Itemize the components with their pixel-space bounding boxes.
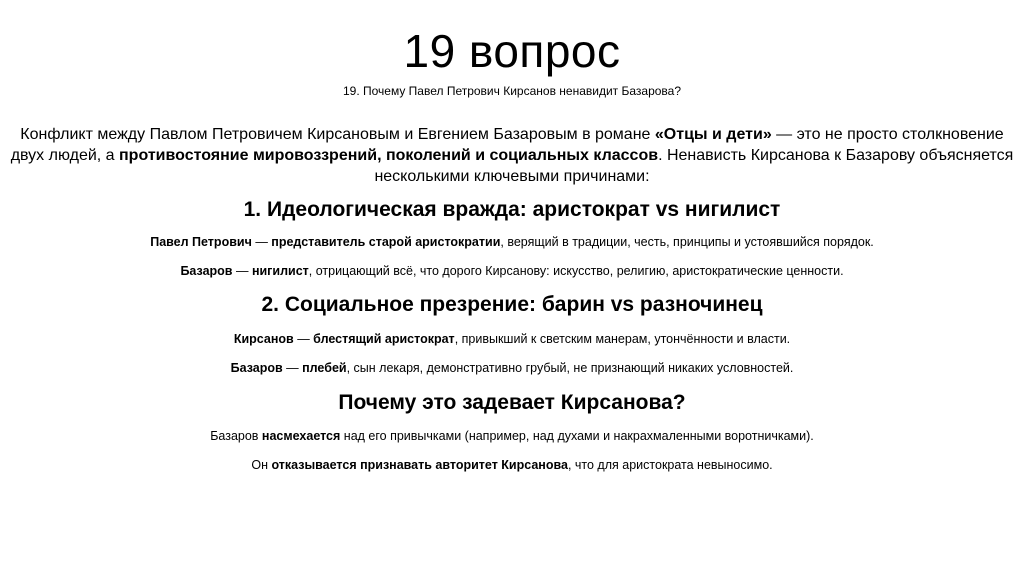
slide-title: 19 вопрос — [403, 25, 621, 77]
section1-line1-bold-2: представитель старой аристократии — [271, 235, 501, 249]
section2-line1-bold-1: Кирсанов — [233, 332, 294, 346]
section2-line1-text-1: — — [293, 332, 314, 346]
slide-subtitle: 19. Почему Павел Петрович Кирсанов ненавидит Базарова? — [342, 84, 682, 98]
section2-line-1 — [0, 331, 1024, 348]
intro-text-1: Конфликт между Павлом Петровичем Кирсановым и Евгением Базаровым в романе — [20, 126, 655, 143]
intro-paragraph — [8, 124, 1016, 187]
section2-line1-text-2: , привыкший к светским манерам, утончённости и власти. — [454, 332, 791, 346]
section1-line2-text-1: — — [232, 264, 252, 278]
intro-bold-2: противостояние мировоззрений, поколений и социальных классов — [119, 147, 659, 164]
section3-line-2 — [0, 457, 1024, 474]
section3-heading: Почему это задевает Кирсанова? — [338, 391, 686, 414]
section2-line2-bold-1: Базаров — [230, 361, 283, 375]
intro-bold-1: «Отцы и дети» — [654, 126, 772, 143]
section3-line2-text-1: Он — [251, 458, 272, 472]
section3-line1-bold-1: насмехается — [261, 429, 341, 443]
section2-line2-bold-2: плебей — [302, 361, 347, 375]
intro-text-2: — это не просто столкновение двух людей, а — [10, 126, 1004, 164]
section1-line-2 — [0, 263, 1024, 280]
section2-line1-bold-2: блестящий аристократ — [313, 332, 455, 346]
section1-line2-bold-2: нигилист — [251, 264, 309, 278]
section3-line-1 — [0, 428, 1024, 445]
section3-line2-bold-1: отказывается признавать авторитет Кирсанова — [271, 458, 568, 472]
section1-line2-text-2: , отрицающий всё, что дорого Кирсанову: искусство, религию, аристократические ценности. — [308, 264, 844, 278]
section2-heading: 2. Социальное презрение: барин vs разночинец — [261, 293, 763, 316]
section1-line2-bold-1: Базаров — [180, 264, 233, 278]
intro-text-3: . Ненависть Кирсанова к Базарову объясняется несколькими ключевыми причинами: — [374, 147, 1014, 185]
section3-line1-text-2: над его привычками (например, над духами и накрахмаленными воротничками). — [340, 429, 814, 443]
section3-line2-text-2: , что для аристократа невыносимо. — [567, 458, 773, 472]
section2-line2-text-2: , сын лекаря, демонстративно грубый, не признающий никаких условностей. — [346, 361, 794, 375]
section1-line1-text-2: , верящий в традиции, честь, принципы и устоявшийся порядок. — [500, 235, 874, 249]
section2-line2-text-1: — — [282, 361, 303, 375]
section1-line1-bold-1: Павел Петрович — [150, 235, 252, 249]
section1-line-1 — [0, 234, 1024, 251]
section1-heading: 1. Идеологическая вражда: аристократ vs нигилист — [243, 198, 781, 221]
section3-line1-text-1: Базаров — [210, 429, 262, 443]
section2-line-2 — [0, 360, 1024, 377]
section1-line1-text-1: — — [251, 235, 272, 249]
